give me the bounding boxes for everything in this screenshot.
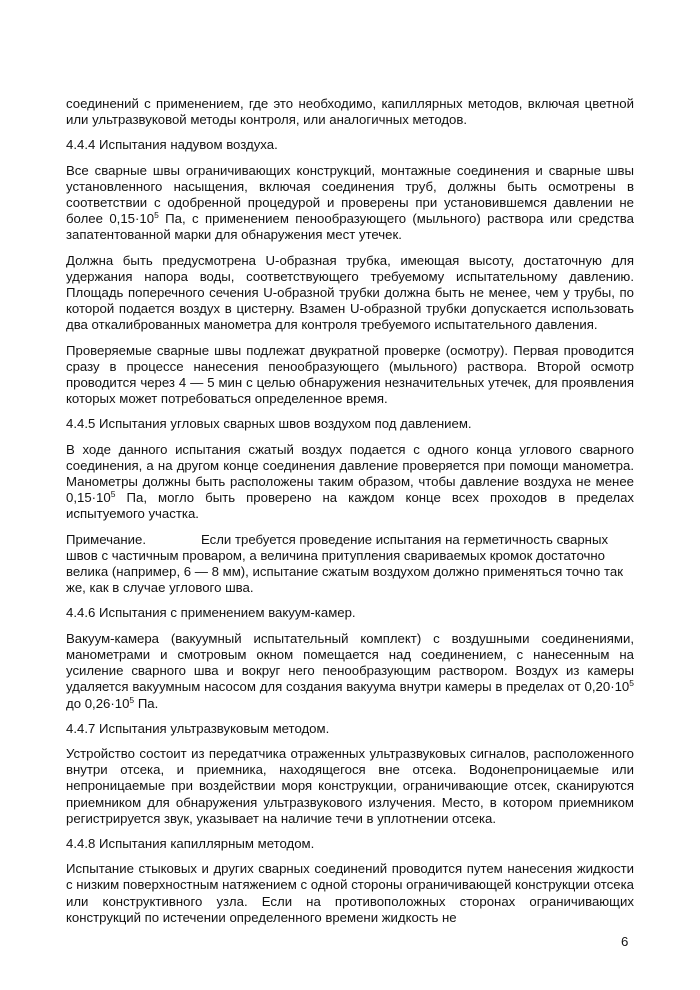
text-run: Па, с применением пенообразующего (мыльного) раствора или средства запатентованной марки для обнаружения мест утечек.: [66, 211, 634, 243]
paragraph-fillet-weld-test: [66, 442, 634, 523]
section-heading-4-4-6: 4.4.6 Испытания с применением вакуум-камер.: [66, 605, 356, 621]
paragraph-air-test-welds: [66, 163, 634, 244]
text-run: Все сварные швы ограничивающих конструкций, монтажные соединения и сварные швы установленного насыщения, включая соединения труб, должны быть осмотрены в соответствии с одобренной процедурой и проверены при установившемся давлении не более 0,15·10: [66, 162, 634, 227]
paragraph-capillary: Испытание стыковых и других сварных соединений проводится путем нанесения жидкости с низким поверхностным натяжением с одной стороны ограничивающей конструкции отсека или конструктивного узла. Если на противоположных сторонах ограничивающих конструкций по истечении определенного времени жидкость не: [66, 861, 634, 925]
section-heading-4-4-5: 4.4.5 Испытания угловых сварных швов воздухом под давлением.: [66, 416, 472, 432]
section-heading-4-4-8: 4.4.8 Испытания капиллярным методом.: [66, 835, 315, 851]
page-number: 6: [621, 934, 629, 949]
paragraph-continuation: соединений с применением, где это необходимо, капиллярных методов, включая цветной или ультразвуковой методы контроля, или аналогичных методов.: [66, 96, 634, 128]
section-heading-4-4-7: 4.4.7 Испытания ультразвуковым методом.: [66, 720, 330, 736]
text-run: В ходе данного испытания сжатый воздух подается с одного конца углового сварного соединения, а на другом конце соединения давление проверяется при помощи манометра. Манометры должны быть расположены таким образом, чтобы давление воздуха не менее 0,15·10: [66, 441, 634, 506]
text-run: Па.: [134, 695, 159, 711]
text-run: Вакуум-камера (вакуумный испытательный комплект) с воздушными соединениями, манометрами и смотровым окном помещается над соединением, с нанесенным на усиление сварного шва и вокруг него пенообразующим раствором. Воздух из камеры удаляется вакуумным насосом для создания вакуума внутри камеры в пределах от 0,20·10: [66, 630, 634, 695]
paragraph-ultrasonic: Устройство состоит из передатчика отраженных ультразвуковых сигналов, расположенного внутри отсека, и приемника, находящегося вне отсека. Водонепроницаемые или непроницаемые при воздействии моря конструкции, ограничивающие отсек, сканируются приемником для обнаружения ультразвукового излучения. Место, в котором приемником регистрируется звук, указывает на наличие течи в уплотнении отсека.: [66, 745, 634, 826]
superscript: 5: [629, 678, 634, 689]
superscript: 5: [154, 210, 159, 221]
paragraph-vacuum-chamber: [66, 631, 634, 712]
note-text: Если требуется проведение испытания на герметичность сварных швов с частичным проваром, а величина притупления свариваемых кромок достаточно велика (например, 6 — 8 мм), испытание сжатым воздухом должно применяться точно так же, как в случае углового шва.: [66, 531, 623, 596]
paragraph-u-tube: Должна быть предусмотрена U-образная трубка, имеющая высоту, достаточную для удержания напора воды, соответствующего требуемому испытательному давлению. Площадь поперечного сечения U-образной трубки должна быть не менее, чем у трубы, по которой подается воздух в цистерну. Взамен U-образной трубки допускается использовать два откалиброванных манометра для контроля требуемого испытательного давления.: [66, 252, 634, 333]
superscript: 5: [110, 489, 116, 500]
text-run: Па, могло быть проверено на каждом конце всех проходов в пределах испытуемого участка.: [66, 490, 634, 522]
paragraph-double-inspection: Проверяемые сварные швы подлежат двукратной проверке (осмотру). Первая проводится сразу в процессе нанесения пенообразующего (мыльного) раствора. Второй осмотр проводится через 4 — 5 мин с целью обнаружения незначительных утечек, для проявления которых может потребоваться определенное время.: [66, 342, 634, 407]
note-paragraph: [66, 532, 634, 597]
superscript: 5: [129, 694, 135, 705]
note-label: Примечание.: [66, 531, 146, 547]
section-heading-4-4-4: 4.4.4 Испытания надувом воздуха.: [66, 137, 278, 153]
document-page: [66, 96, 634, 935]
text-run: до 0,26·10: [66, 695, 130, 711]
